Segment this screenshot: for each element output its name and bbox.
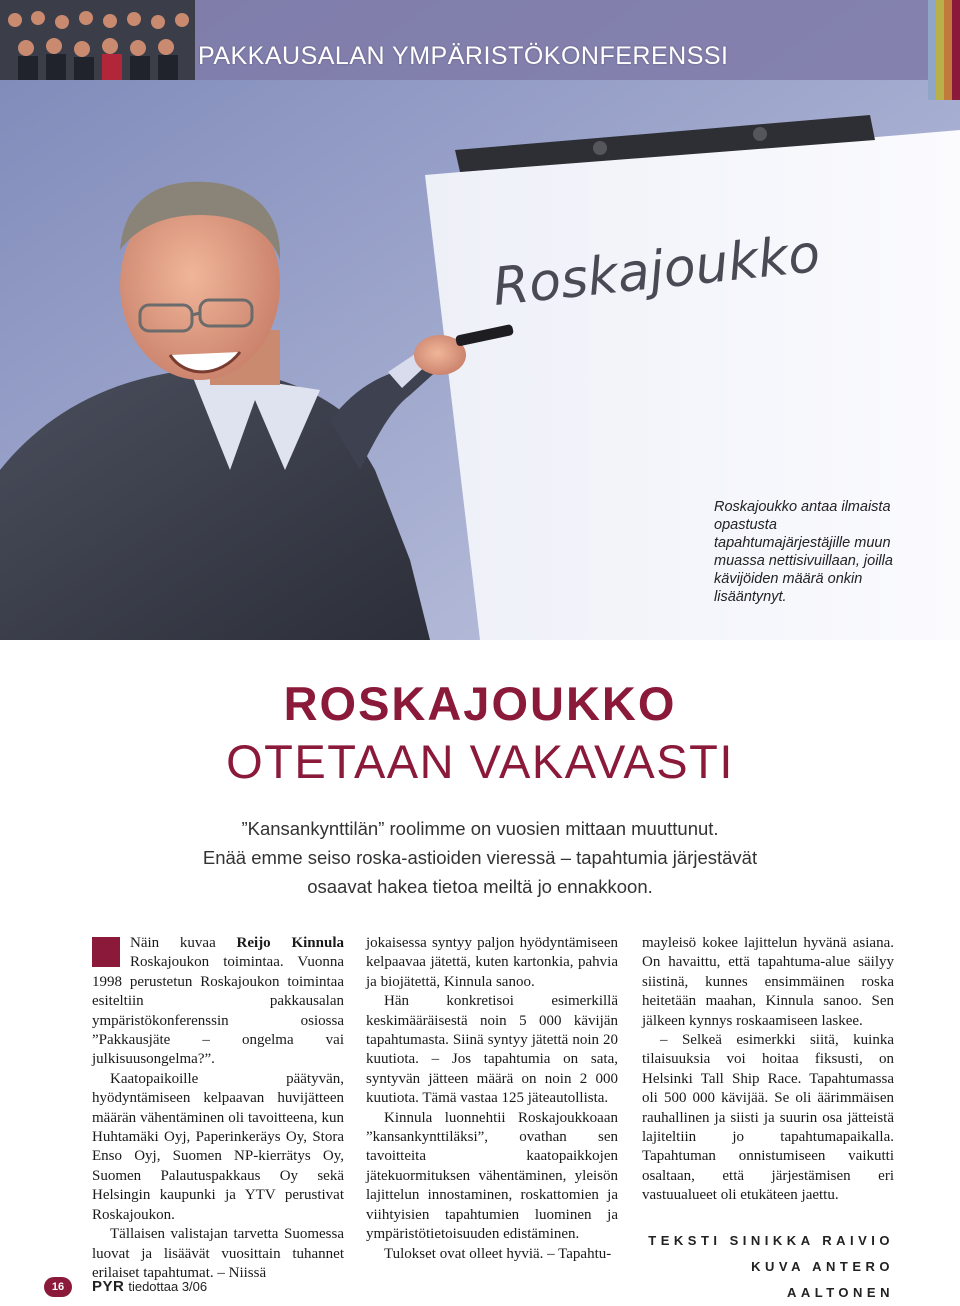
body-column-1 [92,934,344,1283]
header-strip [0,0,960,80]
text-credit: TEKSTI SINIKKA RAIVIO [648,1233,894,1248]
headline-line-2: OTETAAN VAKAVASTI [226,735,734,788]
body-paragraph: Kaatopaikoille päätyvän, hyödyntämiseen kelpaavan huvijätteen määrän vähentäminen oli tavoitteena, kun Huhtamäki Oyj, Paperinkeräys Oy, Stora Enso Oyj, Suomen NP-kierrätys Oy, Suomen Palautuspakkaus Oy sekä Helsingin kaupunki ja YTV perustivat Roskajoukon. [92,1070,344,1223]
body-column-3 [642,934,894,1206]
body-paragraph: mayleisö kokee lajittelun hyvänä asiana. On havaittu, että tapahtuma-alue säilyy siistinä, kunnes ensimmäinen roska heitetään maahan, Kinnula sanoo. Sen jälkeen kynnys roskaamiseen laskee. [642,935,894,1029]
lead-paragraph [0,814,960,901]
body-paragraph: Hän konkretisoi esimerkillä keskimääräisestä noin 5 000 kävijän tapahtumasta. Siinä syntyy jätettä noin 20 kuutiota. – Jos tapahtumia on sata, syntyvän jätteen määrä on noin 2 000 kuutiota. Tämä vastaa 125 jäteautollista. [366,993,618,1107]
lead-line-2: Enää emme seiso roska-astioiden vieressä – tapahtumia järjestävät [202,847,758,868]
body-paragraph: – Selkeä esimerkki siitä, kuinka tilaisuuksia voi hoitaa fiksusti, on Helsinki Tall Ship Race. Tapahtumassa oli 500 000 kävijää. Se oli äärimmäisen rauhallinen ja siisti ja suurin osa jätteistä lajiteltiin jo tapahtumapaikalla. Tapahtuman onnistumiseen vaikutti osaltaan, että järjestämisen eri vastuualueet oli etukäteen jaettu. [642,1032,894,1204]
body-paragraph: Kinnula luonnehtii Roskajoukkoaan ”kansankynttiläksi”, ovathan sen tavoitteita kaatopaikkojen jätekuormituksen vähentäminen, yleisön lajittelun innostaminen, roskattomien ja viihtyisien tapahtumien luominen ja ympäristötietoisuuden edistäminen. [366,1109,618,1243]
section-title: PAKKAUSALAN YMPÄRISTÖKONFERENSSI [198,42,729,70]
person-name: Reijo Kinnula [236,935,344,951]
body-paragraph: Näin kuvaa Reijo Kinnula Roskajoukon toimintaa. Vuonna 1998 perustetun Roskajoukon toimintaa esiteltiin pakkausalan ympäristökonferenssin osiossa ”Pakkausjäte – ongelma vai julkisuusongelma?”. [92,935,344,1068]
body-paragraph: Tällaisen valistajan tarvetta Suomessa luovat ja lisäävät vuosittain tuhannet erilaiset tapahtumat. – Niissä [92,1226,344,1281]
publication-footer [92,1278,207,1295]
page-number: 16 [44,1277,72,1297]
drop-box-marker [92,937,120,967]
publication-brand: PYR [92,1278,125,1295]
lead-line-3: osaavat hakea tietoa meiltä jo ennakkoon. [307,876,653,897]
conference-audience-thumbnail [0,0,195,80]
body-paragraph: jokaisessa syntyy paljon hyödyntämiseen kelpaavaa jätettä, kuten kartonkia, pahvia ja biojätettä, Kinnula sanoo. [366,935,618,990]
body-paragraph: Tulokset ovat olleet hyviä. – Tapahtu- [384,1245,612,1262]
headline-line-1: ROSKAJOUKKO [283,677,677,730]
article-credits [642,1228,894,1306]
body-column-2 [366,934,618,1264]
article-headline [0,678,960,788]
lead-line-1: ”Kansankynttilän” roolimme on vuosien mittaan muuttunut. [241,818,719,839]
accent-bars [928,0,960,100]
issue-label: tiedottaa 3/06 [128,1279,208,1294]
photo-caption: Roskajoukko antaa ilmaista opastusta tapahtumajärjestäjille muun muassa nettisivuillaan, joilla kävijöiden määrä onkin lisääntynyt. [714,499,893,605]
photo-credit: KUVA ANTERO AALTONEN [751,1259,894,1300]
whiteboard-writing: Roskajoukko [490,223,823,318]
